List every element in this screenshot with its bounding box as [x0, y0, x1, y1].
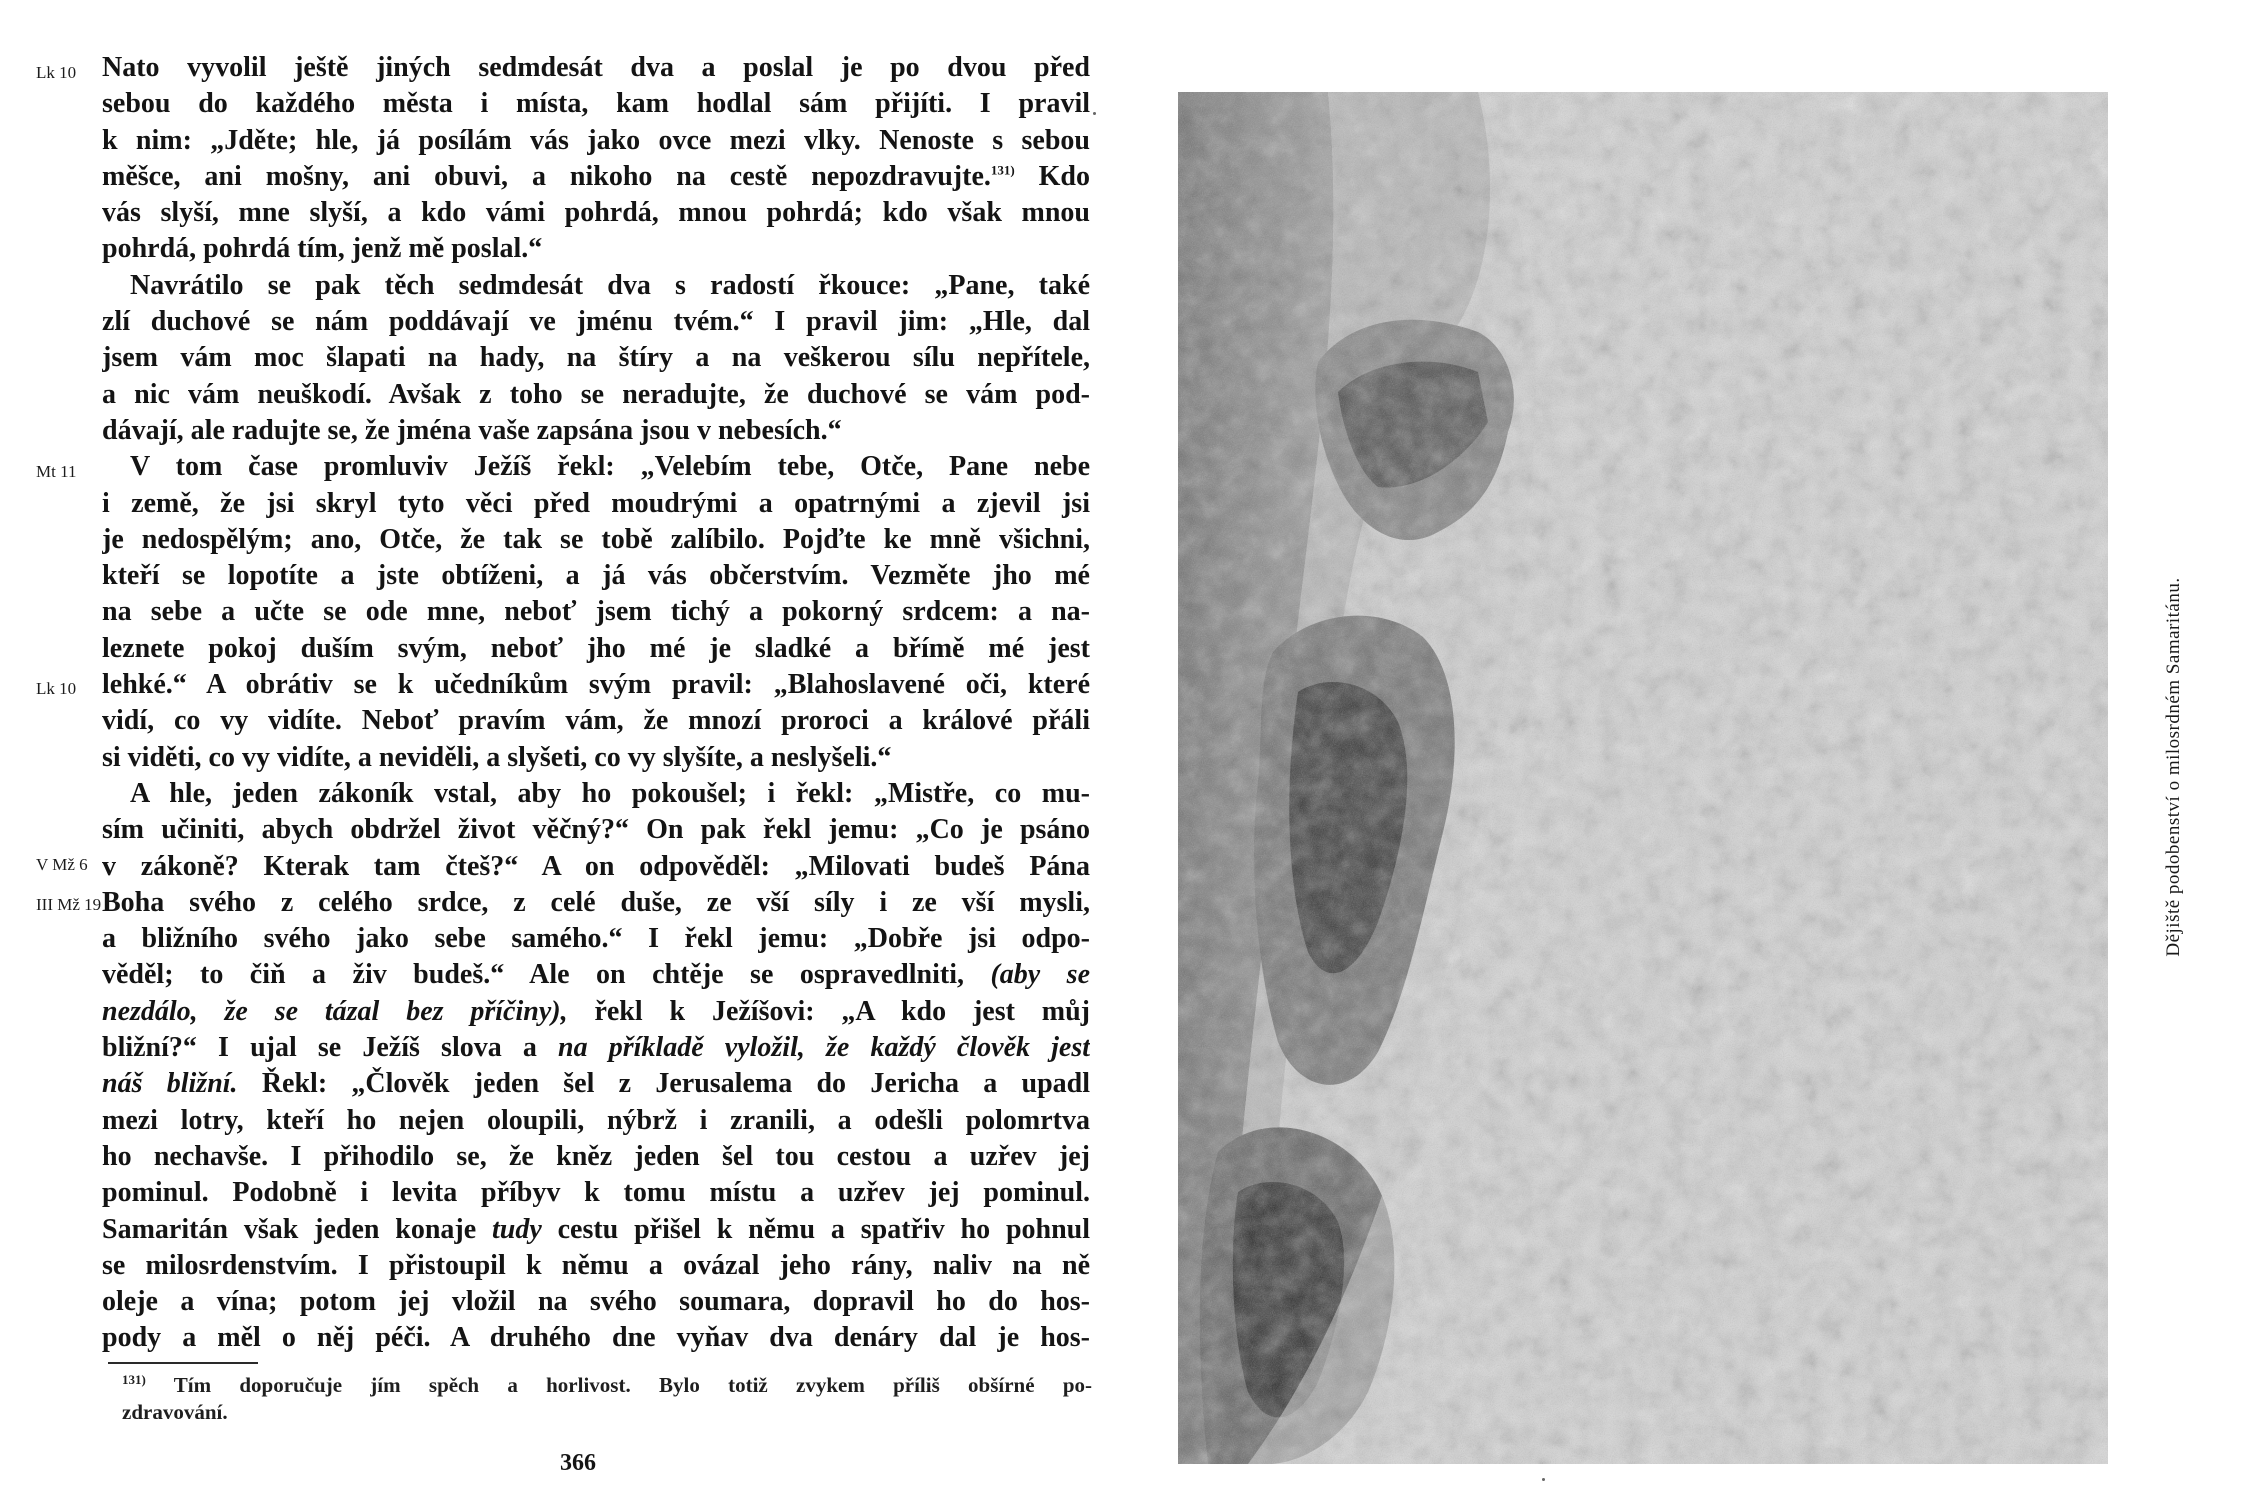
text-line-25: a bližního svého jako sebe samého.“ I řekl jemu: „Dobře jsi odpo-	[102, 923, 1090, 955]
footnote-reference: 131)	[990, 162, 1015, 178]
text-line-27-rest: řekl k Ježíšovi: „A kdo jest můj	[594, 995, 1090, 1027]
text-line-13: i země, že jsi skryl tyto věci před moudrými a opatrnými a zjevil jsi	[102, 487, 1090, 519]
margin-references	[0, 0, 100, 1500]
margin-ref-v-mz-6: V Mž 6	[36, 855, 88, 874]
text-line-11: dávají, ale radujte se, že jména vaše zapsána jsou v nebesích.“	[102, 414, 842, 446]
text-line-16: na sebe a učte se ode mne, neboť jsem tichý a pokorný srdcem: a na-	[102, 596, 1090, 628]
text-line-4-end: Kdo	[1038, 160, 1090, 192]
footnote-line-2: zdravování.	[122, 1400, 228, 1424]
text-line-33-italic: tudy	[492, 1213, 542, 1245]
text-line-21: A hle, jeden zákoník vstal, aby ho pokoušel; i řekl: „Mistře, co mu-	[130, 777, 1090, 809]
text-line-2: sebou do každého města i místa, kam hodlal sám přijíti. I pravil	[102, 88, 1090, 120]
text-line-31: ho nechavše. I přihodilo se, že kněz jeden šel tou cestou a uzřev jej	[102, 1140, 1090, 1172]
left-page	[0, 0, 1120, 1500]
footnote-text-1: Tím doporučuje jím spěch a horlivost. Bylo totiž zvykem příliš obšírné po-	[173, 1373, 1092, 1397]
main-text	[102, 50, 1090, 1357]
text-line-23: v zákoně? Kterak tam čteš?“ A on odpověděl: „Milovati budeš Pána	[102, 850, 1090, 882]
footnote-divider	[108, 1362, 258, 1364]
text-line-3: k nim: „Jděte; hle, já posílám vás jako ovce mezi vlky. Nenoste s sebou	[102, 124, 1090, 156]
text-line-28	[102, 1030, 1090, 1066]
text-line-24: Boha svého z celého srdce, z celé duše, ze vší síly i ze vší mysli,	[102, 886, 1090, 918]
text-line-36: pody a měl o něj péči. A druhého dne vyňav dva denáry dal je hos-	[102, 1322, 1090, 1354]
text-line-7: Navrátilo se pak těch sedmdesát dva s radostí řkouce: „Pane, také	[130, 269, 1090, 301]
text-line-32: pominul. Podobně i levita příbyv k tomu místu a uzřev jej pominul.	[102, 1177, 1090, 1209]
page-number: 366	[560, 1450, 596, 1476]
text-line-28-italic: na příkladě vyložil, že každý člověk jest	[558, 1032, 1090, 1064]
text-line-27-italic: nezdálo, že se tázal bez příčiny),	[102, 995, 568, 1027]
margin-ref-lk10-a: Lk 10	[36, 63, 77, 82]
text-line-4	[102, 159, 1090, 195]
photo-grain	[1178, 92, 2108, 1464]
text-line-22: sím učiniti, abych obdržel život věčný?“ On pak řekl jemu: „Co je psáno	[102, 814, 1090, 846]
footnote	[122, 1372, 1092, 1426]
text-line-20: si viděti, co vy vidíte, a neviděli, a slyšeti, co vy slyšíte, a neslyšeli.“	[102, 741, 892, 773]
text-line-19: vidí, co vy vidíte. Neboť pravím vám, že mnozí proroci a králové přáli	[102, 705, 1090, 737]
text-line-1: Nato vyvolil ještě jiných sedmdesát dva a poslal je po dvou před	[102, 52, 1090, 83]
print-speck	[1093, 112, 1096, 115]
text-line-6: pohrdá, pohrdá tím, jenž mě poslal.“	[102, 233, 543, 265]
text-line-4-main: měšce, ani mošny, ani obuvi, a nikoho na cestě nepozdravujte.	[102, 160, 991, 192]
text-line-34: se milosrdenstvím. I přistoupil k němu a ovázal jeho rány, naliv na ně	[102, 1249, 1090, 1281]
text-line-28-main: bližní?“ I ujal se Ježíš slova a	[102, 1032, 537, 1064]
text-line-29	[102, 1066, 1090, 1102]
text-line-9: jsem vám moc šlapati na hady, na štíry a na veškerou sílu nepřítele,	[102, 342, 1090, 374]
text-line-29-italic: náš bližní.	[102, 1068, 238, 1100]
text-line-15: kteří se lopotíte a jste obtíženi, a já vás občerstvím. Vezměte jho mé	[102, 560, 1090, 592]
text-line-12: V tom čase promluviv Ježíš řekl: „Velebím tebe, Otče, Pane nebe	[130, 451, 1090, 483]
text-line-5: vás slyší, mne slyší, a kdo vámi pohrdá, mnou pohrdá; kdo však mnou	[102, 197, 1090, 229]
margin-ref-lk10-b: Lk 10	[36, 679, 77, 698]
photo-caption-text: Dějiště podobenství o milosrdném Samaritánu.	[2163, 577, 2184, 957]
text-line-33-rest: cestu přišel k němu a spatřiv ho pohnul	[557, 1213, 1090, 1245]
print-speck	[1542, 1478, 1545, 1481]
text-line-35: oleje a vína; potom jej vložil na svého soumara, dopravil ho do hos-	[102, 1286, 1090, 1318]
text-line-33	[102, 1212, 1090, 1248]
text-line-26-italic: (aby se	[990, 959, 1090, 991]
text-line-8: zlí duchové se nám poddávají ve jménu tvém.“ I pravil jim: „Hle, dal	[102, 306, 1090, 338]
text-line-26-main: věděl; to čiň a živ budeš.“ Ale on chtěje se ospravedlniti,	[102, 959, 964, 991]
text-line-17: leznete pokoj duším svým, neboť jho mé je sladké a břímě mé jest	[102, 632, 1090, 664]
footnote-marker: 131)	[122, 1372, 146, 1387]
photo-image	[1178, 92, 2108, 1464]
text-line-30: mezi lotry, kteří ho nejen oloupili, nýbrž i zranili, a odešli polomrtva	[102, 1104, 1090, 1136]
text-line-29-rest: Řekl: „Člověk jeden šel z Jerusalema do Jericha a upadl	[261, 1068, 1090, 1100]
text-line-14: je nedospělým; ano, Otče, že tak se tobě zalíbilo. Pojďte ke mně všichni,	[102, 523, 1090, 555]
text-line-18: lehké.“ A obrátiv se k učedníkům svým pravil: „Blahoslavené oči, které	[102, 669, 1090, 701]
landscape-photo	[1178, 92, 2108, 1464]
margin-ref-mt11: Mt 11	[36, 462, 77, 481]
text-line-27	[102, 994, 1090, 1030]
footnote-line-1	[122, 1372, 1092, 1399]
text-line-33-main: Samaritán však jeden konaje	[102, 1213, 477, 1245]
text-line-26	[102, 957, 1090, 993]
text-line-10: a nic vám neuškodí. Avšak z toho se neradujte, že duchové se vám pod-	[102, 378, 1090, 410]
margin-ref-iii-mz-19: III Mž 19	[36, 895, 102, 914]
